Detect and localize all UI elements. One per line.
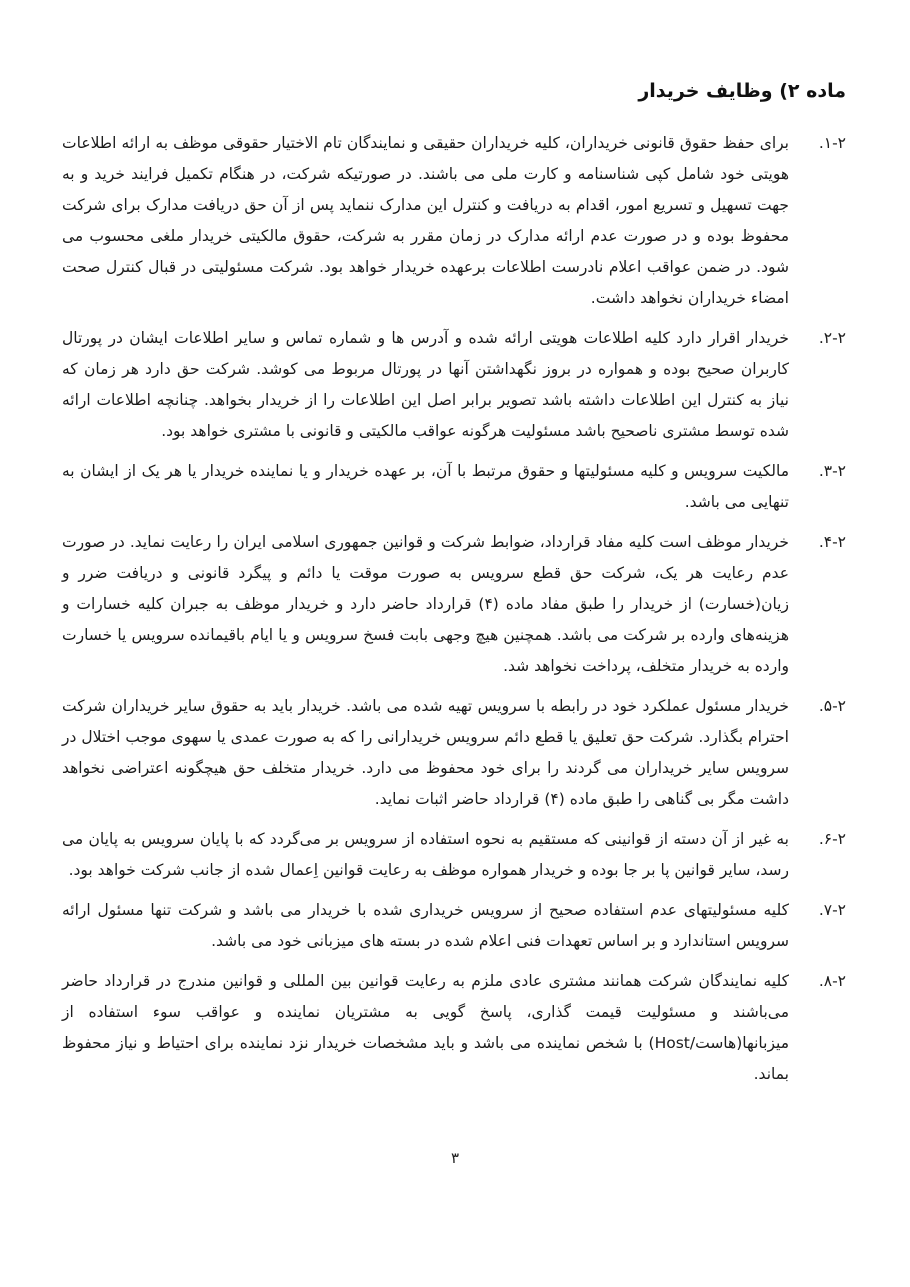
- clause-row-4: [62, 527, 846, 682]
- clause-number: ۳-۲.: [818, 462, 846, 480]
- clause-row-7: [62, 895, 846, 957]
- clause-row-6: [62, 824, 846, 886]
- clause-text: کلیه نمایندگان شرکت همانند مشتری عادی ملزم به رعایت قوانین بین المللی و قوانین مندرج در قرارداد حاضر می‌باشند و مسئولیت قیمت گذاری، پاسخ گویی به مشتریان نماینده و عواقب سوء استفاده از میزبانها(هاست/Host) با شخص نماینده می باشد و باید مشخصات خریدار نزد نماینده برای احتیاط و نیاز محفوظ بماند.: [62, 972, 789, 1083]
- clause-text: مالکیت سرویس و کلیه مسئولیتها و حقوق مرتبط با آن، بر عهده خریدار و یا نماینده خریدار یا هر یک از ایشان به تنهایی می باشد.: [62, 462, 789, 511]
- clause-text: خریدار مسئول عملکرد خود در رابطه با سرویس تهیه شده می باشد. خریدار باید به حقوق سایر خریداران شرکت احترام بگذارد. شرکت حق تعلیق یا قطع دائم سرویس خریدارانی را که به صورت عمدی یا سهوی موجب اختلال در سرویس سایر خریداران می گردند را برای خود محفوظ می دارد. خریدار متخلف حق هیچگونه اعتراضی نخواهد داشت مگر بی گناهی را طبق ماده (۴) قرارداد حاضر اثبات نماید.: [62, 697, 789, 808]
- clause-list: [62, 128, 846, 1090]
- clause-text: به غیر از آن دسته از قوانینی که مستقیم به نحوه استفاده از سرویس بر می‌گردد که با پایان سرویس به پایان می رسد، سایر قوانین پا بر جا بوده و خریدار همواره موظف به رعایت قوانین اِعمال شده از جانب شرکت خواهد بود.: [62, 830, 789, 879]
- clause-number: ۱-۲.: [818, 134, 846, 152]
- clause-row-2: [62, 323, 846, 447]
- clause-number: ۷-۲.: [818, 901, 846, 919]
- clause-text: خریدار اقرار دارد کلیه اطلاعات هویتی ارائه شده و آدرس ها و شماره تماس و سایر اطلاعات ایشان در پورتال کاربران صحیح بوده و همواره در بروز نگهداشتن آنها در پورتال مربوط می کوشد. شرکت حق دارد هر زمان که نیاز به کنترل این اطلاعات داشته باشد تصویر برابر اصل این اطلاعات را از خریدار بخواهد. چنانچه اطلاعات ارائه شده توسط مشتری ناصحیح باشد مسئولیت هرگونه عواقب مالکیتی و قانونی با مشتری خواهد بود.: [62, 329, 789, 440]
- clause-text: کلیه مسئولیتهای عدم استفاده صحیح از سرویس خریداری شده با خریدار می باشد و شرکت تنها مسئول ارائه سرویس استاندارد و بر اساس تعهدات فنی اعلام شده در بسته های میزبانی خود می باشد.: [62, 901, 789, 950]
- clause-number: ۲-۲.: [818, 329, 846, 347]
- page-number: ۳: [450, 1149, 460, 1167]
- clause-number: ۶-۲.: [818, 830, 846, 848]
- clause-row-1: [62, 128, 846, 314]
- clause-row-5: [62, 691, 846, 815]
- article-title: ماده ۲) وظایف خریدار: [638, 80, 846, 102]
- clause-number: ۸-۲.: [818, 972, 846, 990]
- clause-text: خریدار موظف است کلیه مفاد قرارداد، ضوابط شرکت و قوانین جمهوری اسلامی ایران را رعایت نماید. در صورت عدم رعایت هر یک، شرکت حق قطع سرویس به صورت موقت یا دائم و پیگرد قانونی و دریافت ضرر و زیان(خسارت) از خریدار را طبق مفاد ماده (۴) قرارداد حاضر دارد و خریدار موظف به جبران کلیه خسارات و هزینه‌های وارده بر شرکت می باشد. همچنین هیچ وجهی بابت فسخ سرویس و یا ایام باقیمانده سرویس یا خسارت وارده به خریدار متخلف، پرداخت نخواهد شد.: [62, 533, 789, 675]
- clause-text: برای حفظ حقوق قانونی خریداران، کلیه خریداران حقیقی و نمایندگان تام الاختیار حقوقی موظف به ارائه اطلاعات هویتی خود شامل کپی شناسنامه و کارت ملی می باشند. در صورتیکه شرکت، در هنگام تکمیل فرایند خرید و به جهت تسهیل و تسریع امور، اقدام به دریافت و کنترل این مدارک ننماید پس از آن حق دریافت مدارک برای شرکت محفوظ بوده و در صورت عدم ارائه مدارک در زمان مقرر به شرکت، حقوق مالکیتی خریدار ملغی محسوب می شود. در ضمن عواقب اعلام نادرست اطلاعات برعهده خریدار خواهد بود. شرکت مسئولیتی در قبال کنترل صحت امضاء خریداران نخواهد داشت.: [62, 134, 789, 307]
- clause-number: ۴-۲.: [818, 533, 846, 551]
- clause-row-8: [62, 966, 846, 1090]
- clause-row-3: [62, 456, 846, 518]
- clause-number: ۵-۲.: [818, 697, 846, 715]
